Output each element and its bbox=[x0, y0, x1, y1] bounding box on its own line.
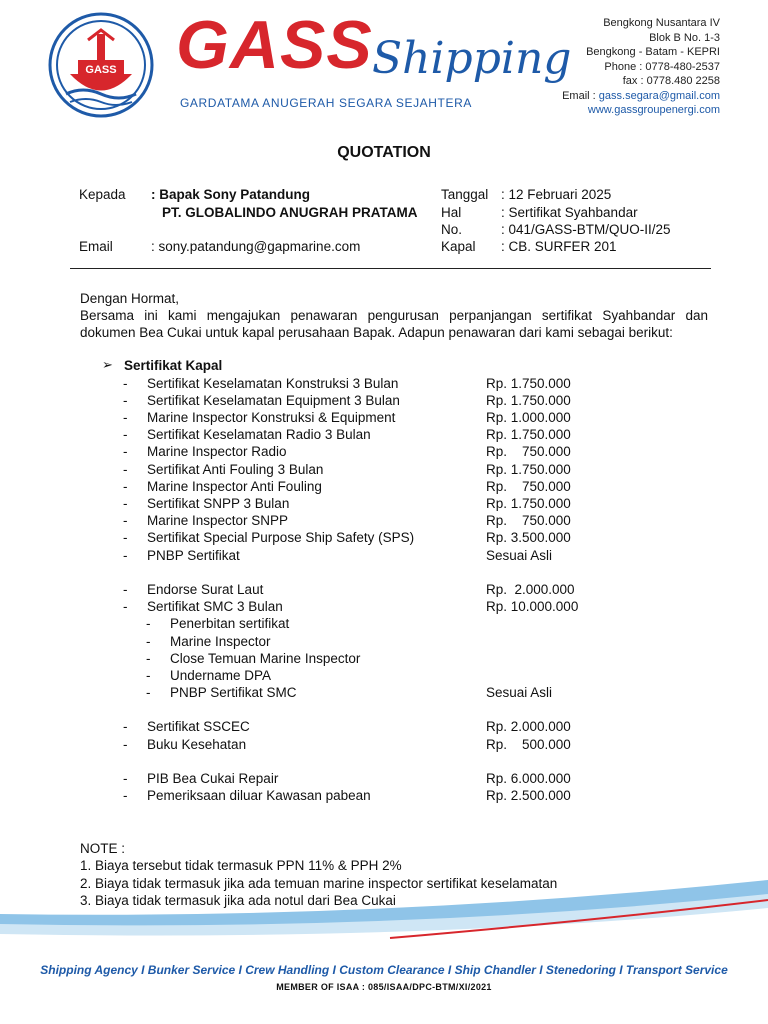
list-dash-icon: - bbox=[123, 737, 128, 752]
tanggal-label: Tanggal bbox=[441, 187, 489, 202]
no-value: : 041/GASS-BTM/QUO-II/25 bbox=[501, 222, 671, 237]
item-label: Endorse Surat Laut bbox=[147, 582, 264, 597]
hal-value: : Sertifikat Syahbandar bbox=[501, 205, 638, 220]
document-title: QUOTATION bbox=[337, 144, 431, 161]
address-line: Bengkong Nusantara IV bbox=[603, 17, 720, 29]
recipient-name: : Bapak Sony Patandung bbox=[151, 187, 311, 202]
company-address bbox=[562, 16, 720, 118]
item-price: Rp. 1.750.000 bbox=[486, 496, 571, 511]
list-dash-icon: - bbox=[123, 719, 128, 734]
item-label: PIB Bea Cukai Repair bbox=[147, 771, 279, 786]
item-label: Sertifikat Keselamatan Konstruksi 3 Bulan bbox=[147, 376, 399, 391]
item-label: Sertifikat SNPP 3 Bulan bbox=[147, 496, 290, 511]
logo-text: GASS bbox=[85, 64, 117, 76]
kapal-value: : CB. SURFER 201 bbox=[501, 239, 617, 254]
list-dash-icon: - bbox=[123, 444, 128, 459]
item-label: Marine Inspector Radio bbox=[147, 444, 287, 459]
item-price: Rp. 1.750.000 bbox=[486, 376, 571, 391]
company-website-link[interactable]: www.gassgroupenergi.com bbox=[587, 104, 720, 116]
list-dash-icon: - bbox=[146, 685, 151, 700]
item-price: Sesuai Asli bbox=[486, 548, 553, 563]
company-email-link[interactable]: gass.segara@gmail.com bbox=[598, 89, 720, 102]
email-line bbox=[562, 89, 720, 104]
note-line: 3. Biaya tidak termasuk jika ada notul dari Bea Cukai bbox=[80, 893, 396, 909]
footer-member: MEMBER OF ISAA : 085/ISAA/DPC-BTM/XI/2021 bbox=[276, 982, 492, 992]
greeting: Dengan Hormat, bbox=[80, 291, 180, 306]
item-price: Rp. 1.750.000 bbox=[486, 427, 571, 442]
item-price: Rp. 500.000 bbox=[486, 737, 571, 752]
item-label: Marine Inspector bbox=[170, 634, 271, 649]
list-dash-icon: - bbox=[123, 530, 128, 545]
intro-paragraph: Bersama ini kami mengajukan penawaran pengurusan perpanjangan sertifikat Syahbandar dan dokumen Bea Cukai untuk kapal perusahaan Bapak. Adapun penawaran dari kami sebagai berikut: bbox=[80, 308, 708, 340]
list-dash-icon: - bbox=[146, 634, 151, 649]
item-label: Undername DPA bbox=[170, 668, 272, 683]
list-dash-icon: - bbox=[123, 513, 128, 528]
item-price: Rp. 2.500.000 bbox=[486, 788, 571, 803]
brand-name: GASS bbox=[176, 7, 373, 83]
item-label: Sertifikat Anti Fouling 3 Bulan bbox=[147, 462, 324, 477]
item-label: Marine Inspector Anti Fouling bbox=[147, 479, 322, 494]
item-label: Sertifikat Keselamatan Radio 3 Bulan bbox=[147, 427, 371, 442]
address-line: Blok B No. 1-3 bbox=[649, 31, 720, 44]
item-price: Rp. 10.000.000 bbox=[486, 599, 579, 614]
item-price: Sesuai Asli bbox=[486, 685, 553, 700]
list-dash-icon: - bbox=[123, 479, 128, 494]
item-label: Sertifikat SMC 3 Bulan bbox=[147, 599, 283, 614]
item-label: Penerbitan sertifikat bbox=[170, 616, 290, 631]
arrow-bullet-icon: ➢ bbox=[102, 357, 113, 372]
list-dash-icon: - bbox=[123, 548, 128, 563]
email-label: Email : bbox=[562, 89, 596, 102]
kepada-label: Kepada bbox=[79, 187, 126, 202]
item-price: Rp. 6.000.000 bbox=[486, 771, 571, 786]
section-title: Sertifikat Kapal bbox=[124, 358, 223, 373]
note-line: 1. Biaya tersebut tidak termasuk PPN 11% & PPH 2% bbox=[80, 858, 402, 874]
list-dash-icon: - bbox=[123, 771, 128, 786]
brand-tagline: GARDATAMA ANUGERAH SEGARA SEJAHTERA bbox=[180, 96, 472, 110]
letter-body bbox=[80, 290, 708, 341]
list-dash-icon: - bbox=[146, 651, 151, 666]
list-dash-icon: - bbox=[123, 582, 128, 597]
item-price: Rp. 750.000 bbox=[486, 444, 571, 459]
brand-script: Shipping bbox=[372, 33, 572, 84]
fax-line: fax : 0778.480 2258 bbox=[622, 75, 720, 87]
no-label: No. bbox=[441, 222, 463, 237]
header-divider bbox=[70, 268, 711, 269]
item-price: Rp. 2.000.000 bbox=[486, 719, 571, 734]
list-dash-icon: - bbox=[123, 393, 128, 408]
footer-services: Shipping Agency I Bunker Service I Crew Handling I Custom Clearance I Ship Chandler I Stenedoring I Transport Service bbox=[40, 963, 728, 977]
item-label: Sertifikat SSCEC bbox=[147, 719, 250, 734]
kapal-label: Kapal bbox=[441, 239, 476, 254]
list-dash-icon: - bbox=[123, 599, 128, 614]
hal-label: Hal bbox=[441, 205, 462, 220]
item-price: Rp. 750.000 bbox=[486, 479, 571, 494]
note-heading: NOTE : bbox=[80, 841, 126, 856]
recipient-company: PT. GLOBALINDO ANUGRAH PRATAMA bbox=[162, 205, 418, 220]
list-dash-icon: - bbox=[123, 788, 128, 803]
list-dash-icon: - bbox=[123, 376, 128, 391]
item-price: Rp. 1.750.000 bbox=[486, 462, 571, 477]
note-line: 2. Biaya tidak termasuk jika ada temuan marine inspector sertifikat keselamatan bbox=[80, 875, 558, 891]
item-price: Rp. 1.000.000 bbox=[486, 410, 571, 425]
list-dash-icon: - bbox=[146, 616, 151, 631]
tanggal-value: : 12 Februari 2025 bbox=[501, 187, 612, 202]
company-logo bbox=[48, 12, 154, 118]
list-dash-icon: - bbox=[123, 410, 128, 425]
item-label: PNBP Sertifikat bbox=[147, 548, 240, 563]
item-label: Sertifikat Special Purpose Ship Safety (SPS) bbox=[147, 530, 415, 545]
item-price: Rp. 1.750.000 bbox=[486, 393, 571, 408]
item-label: Buku Kesehatan bbox=[147, 737, 247, 752]
address-line: Bengkong - Batam - KEPRI bbox=[586, 46, 720, 58]
list-dash-icon: - bbox=[146, 668, 151, 683]
item-label: Marine Inspector Konstruksi & Equipment bbox=[147, 410, 396, 425]
item-label: Pemeriksaan diluar Kawasan pabean bbox=[147, 788, 371, 803]
phone-line: Phone : 0778-480-2537 bbox=[604, 60, 720, 73]
list-dash-icon: - bbox=[123, 427, 128, 442]
email-label: Email bbox=[79, 239, 113, 254]
item-label: Close Temuan Marine Inspector bbox=[170, 651, 361, 666]
item-label: Marine Inspector SNPP bbox=[147, 513, 289, 528]
item-price: Rp. 3.500.000 bbox=[486, 530, 571, 545]
item-price: Rp. 750.000 bbox=[486, 513, 571, 528]
list-dash-icon: - bbox=[123, 462, 128, 477]
item-label: PNBP Sertifikat SMC bbox=[170, 685, 297, 700]
item-price: Rp. 2.000.000 bbox=[486, 582, 575, 597]
footer-wave bbox=[0, 880, 768, 1024]
recipient-email: : sony.patandung@gapmarine.com bbox=[151, 239, 361, 254]
list-dash-icon: - bbox=[123, 496, 128, 511]
item-label: Sertifikat Keselamatan Equipment 3 Bulan bbox=[147, 393, 400, 408]
